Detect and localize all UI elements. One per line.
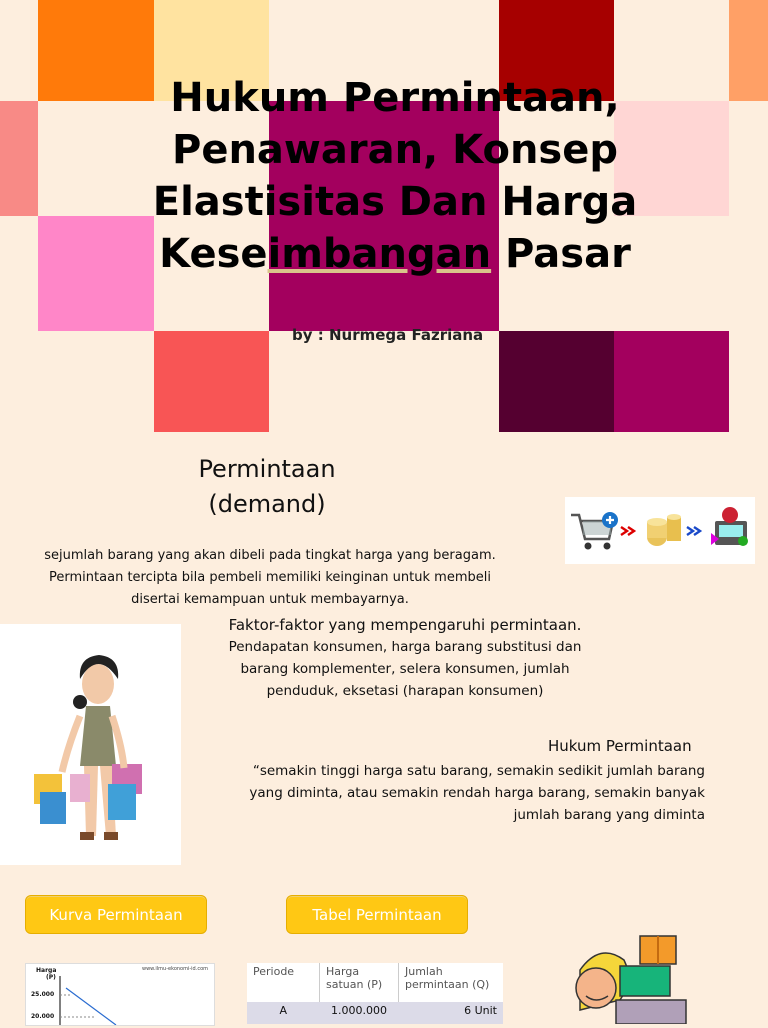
table-header-harga: Harga satuan (P) <box>320 963 399 1002</box>
deco-square-coral <box>154 331 269 432</box>
chart-y-sub: (P) <box>46 974 56 981</box>
factors-heading: Faktor-faktor yang mempengaruhi permintaan. <box>228 616 582 634</box>
title-line-2: Penawaran, Konsep <box>172 127 618 173</box>
deco-square-peach <box>729 0 768 101</box>
demand-factors <box>210 614 600 702</box>
demand-curve-preview <box>25 963 215 1026</box>
factors-line-3: penduduk, eksetasi (harapan konsumen) <box>266 683 544 699</box>
deco-square-magenta-small <box>614 331 729 432</box>
deco-square-plum <box>499 331 614 432</box>
law-heading: Hukum Permintaan <box>548 737 692 755</box>
definition-line-3: disertai kemampuan untuk membayarnya. <box>131 592 409 607</box>
shopping-flow-illustration <box>565 497 755 564</box>
cartoon-gift-illustration <box>560 930 720 1024</box>
title-line-3: Elastisitas Dan Harga <box>152 179 638 225</box>
definition-line-2: Permintaan tercipta bila pembeli memiliki keinginan untuk membeli <box>49 570 491 585</box>
demand-heading <box>160 452 374 522</box>
deco-square-salmon <box>0 101 38 216</box>
law-line-2: yang diminta, atau semakin rendah harga barang, semakin banyak <box>249 785 705 801</box>
table-header-periode: Periode <box>253 965 295 978</box>
coins-icon <box>647 514 681 546</box>
title-line-4c: Pasar <box>491 231 631 277</box>
demand-heading-line-1: Permintaan <box>198 455 336 483</box>
chart-y-label: Harga <box>36 967 57 974</box>
demand-heading-line-2: (demand) <box>208 490 326 518</box>
title-line-1: Hukum Permintaan, <box>170 75 620 121</box>
table-cell-harga: 1.000.000 <box>331 1003 387 1017</box>
chart-site: www.ilmu-ekonomi-id.com <box>142 966 208 972</box>
table-header-jumlah: Jumlah permintaan (Q) <box>399 963 504 1002</box>
title-line-4a: Kese <box>159 231 268 277</box>
law-line-3: jumlah barang yang diminta <box>513 807 705 823</box>
table-cell-periode: A <box>279 1003 288 1017</box>
payment-terminal-icon <box>711 507 748 546</box>
table-cell-jumlah: 6 Unit <box>464 1003 497 1017</box>
chart-tick-2: 20.000 <box>31 1013 55 1020</box>
factors-line-2: barang komplementer, selera konsumen, jumlah <box>240 661 570 677</box>
factors-line-1: Pendapatan konsumen, harga barang substitusi dan <box>228 639 582 655</box>
slide-title <box>95 72 695 280</box>
author-credit: by : Nurmega Fazriana <box>292 326 484 344</box>
law-line-1: “semakin tinggi harga satu barang, semakin sedikit jumlah barang <box>252 763 705 779</box>
arrow-icon <box>621 527 634 535</box>
chart-tick-1: 25.000 <box>31 991 55 998</box>
definition-line-1: sejumlah barang yang akan dibeli pada tingkat harga yang beragam. <box>44 548 496 563</box>
demand-table-button[interactable]: Tabel Permintaan <box>286 895 468 934</box>
demand-curve-button[interactable]: Kurva Permintaan <box>25 895 207 934</box>
shopping-cart-icon <box>571 512 618 550</box>
law-of-demand <box>225 760 705 826</box>
title-line-4b: imbangan <box>267 231 492 277</box>
demand-definition <box>20 545 520 611</box>
arrow-icon-2 <box>687 527 700 535</box>
shopping-woman-illustration <box>0 624 181 865</box>
demand-table-preview <box>247 963 503 1024</box>
